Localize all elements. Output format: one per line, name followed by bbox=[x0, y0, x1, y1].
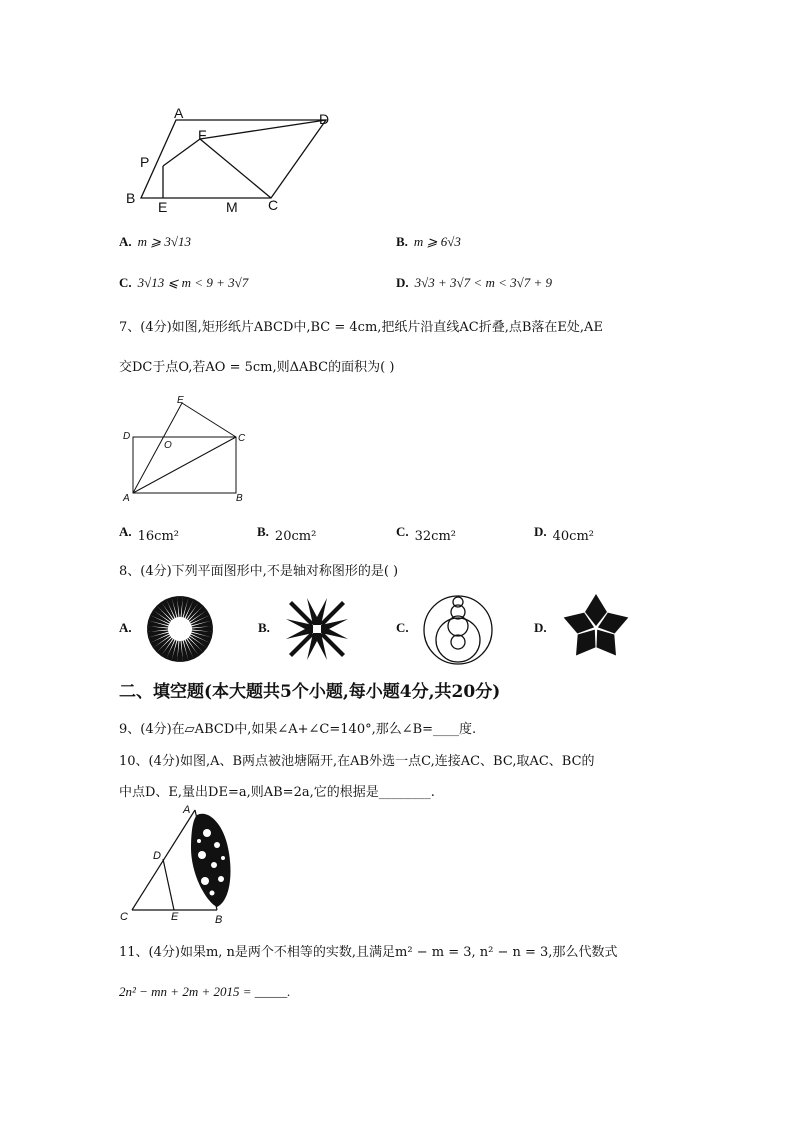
parallelogram-figure bbox=[118, 98, 348, 216]
q11-stem-line1: 11、(4分)如果m, n是两个不相等的实数,且满足m² − m = 3, n² − n = 3,那么代数式 bbox=[119, 945, 618, 960]
q8-option-a-label: A. bbox=[119, 620, 132, 635]
pentagon-kites-icon bbox=[560, 592, 632, 664]
q6-option-a: A. m ⩾ 3√13 bbox=[119, 234, 192, 249]
label-C: C bbox=[268, 197, 279, 213]
rectangle-fold-figure bbox=[120, 393, 250, 505]
label-F: F bbox=[198, 127, 207, 143]
q10-stem-line2: 中点D、E,量出DE=a,则AB=2a,它的根据是________. bbox=[119, 785, 435, 800]
q6-option-d: D. 3√3 + 3√7 < m < 3√7 + 9 bbox=[396, 275, 553, 290]
q10-stem-line1: 10、(4分)如图,A、B两点被池塘隔开,在AB外选一点C,连接AC、BC,取AC、BC的 bbox=[119, 754, 595, 769]
q11-stem-line2: 2n² − mn + 2m + 2015 = _____. bbox=[119, 984, 291, 999]
q9-stem: 9、(4分)在▱ABCD中,如果∠A+∠C=140°,那么∠B=____度. bbox=[119, 722, 477, 737]
label-E: E bbox=[158, 199, 168, 215]
label-B: B bbox=[126, 190, 136, 206]
label-E: E bbox=[177, 395, 184, 406]
q8-option-b-label: B. bbox=[258, 620, 270, 635]
pond-figure bbox=[117, 803, 242, 928]
label-O: O bbox=[164, 440, 172, 451]
q6-option-b: B. m ⩾ 6√3 bbox=[396, 234, 461, 249]
label-D: D bbox=[319, 111, 330, 127]
label-C: C bbox=[238, 433, 246, 444]
label-A: A bbox=[183, 804, 191, 816]
label-C: C bbox=[120, 911, 128, 923]
q7-option-b: B. 20cm² bbox=[257, 524, 317, 544]
label-D: D bbox=[123, 431, 131, 442]
label-D: D bbox=[153, 850, 161, 862]
q7-option-c: C. 32cm² bbox=[396, 524, 457, 544]
label-E: E bbox=[171, 911, 179, 923]
label-A: A bbox=[174, 105, 184, 121]
nested-circles-icon bbox=[422, 594, 494, 666]
label-B: B bbox=[215, 914, 223, 926]
label-A: A bbox=[123, 493, 130, 504]
q7-option-d: D. 40cm² bbox=[534, 524, 595, 544]
sunburst-ring-icon bbox=[145, 594, 215, 664]
q8-stem: 8、(4分)下列平面图形中,不是轴对称图形的是( ) bbox=[119, 564, 399, 579]
q7-stem-line2: 交DC于点O,若AO = 5cm,则ΔABC的面积为( ) bbox=[119, 360, 395, 375]
q8-option-c-label: C. bbox=[396, 620, 409, 635]
q7-stem-line1: 7、(4分)如图,矩形纸片ABCD中,BC = 4cm,把纸片沿直线AC折叠,点B落在E处,AE bbox=[119, 320, 603, 335]
label-P: P bbox=[140, 154, 150, 170]
label-M: M bbox=[226, 199, 238, 215]
label-B: B bbox=[236, 493, 243, 504]
q8-option-d-label: D. bbox=[534, 620, 547, 635]
q6-option-c: C. 3√13 ⩽ m < 9 + 3√7 bbox=[119, 275, 249, 290]
asterisk-star-icon bbox=[284, 596, 350, 662]
q7-option-a: A. 16cm² bbox=[119, 524, 180, 544]
parallelogram-outline bbox=[141, 120, 326, 198]
section-2-title: 二、填空题(本大题共5个小题,每小题4分,共20分) bbox=[119, 682, 501, 702]
